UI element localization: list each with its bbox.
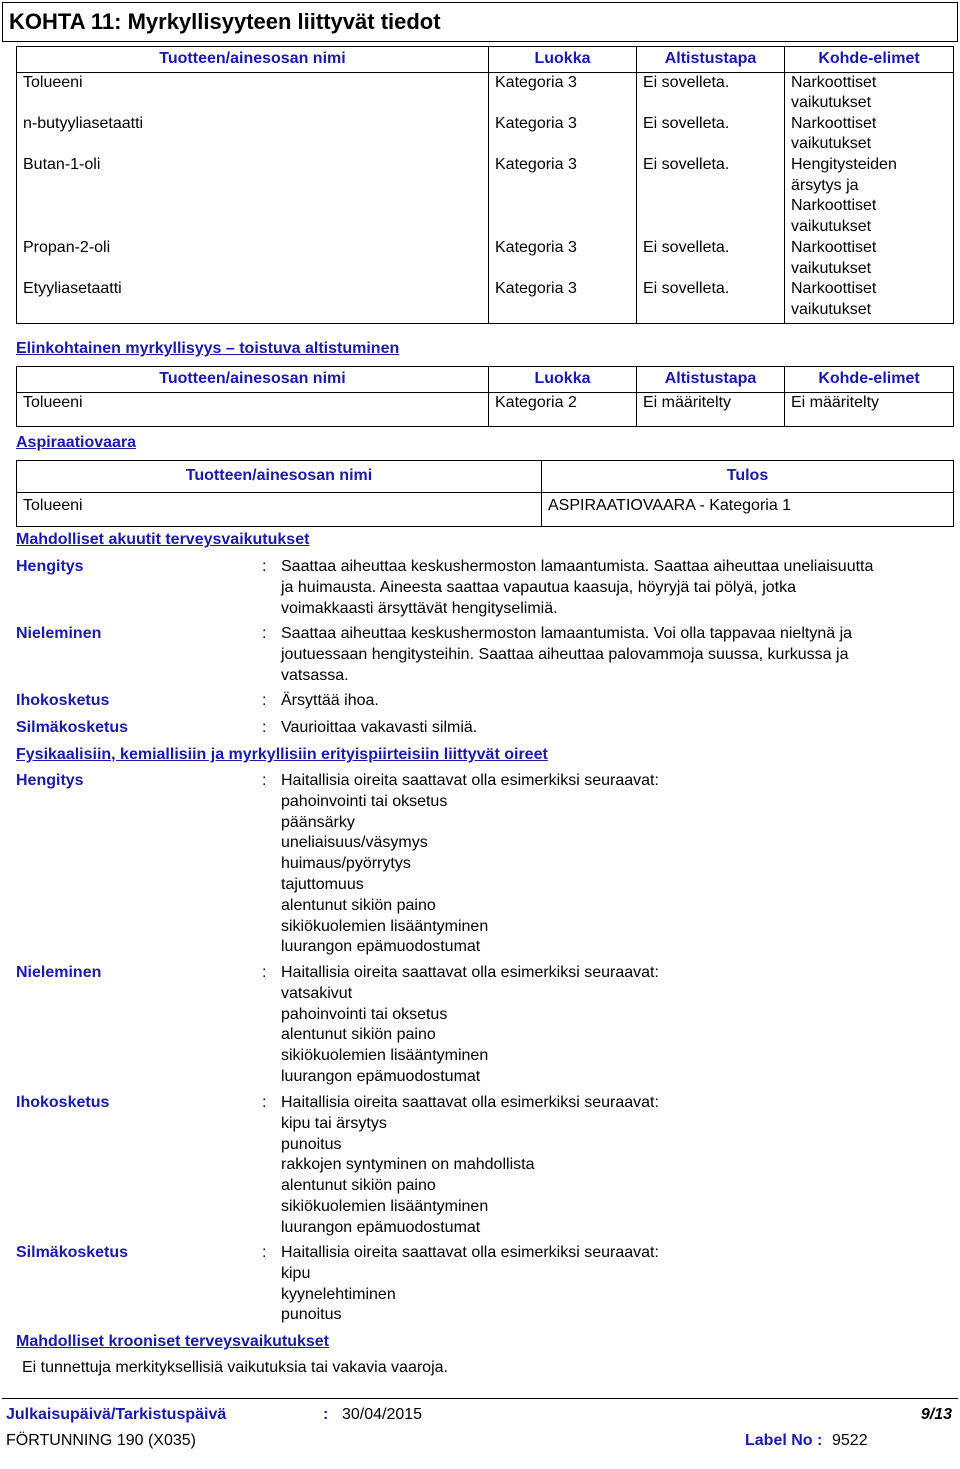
acute-effects-heading: Mahdolliset akuutit terveysvaikutukset xyxy=(16,531,310,548)
cell-name: Tolueeni xyxy=(17,392,489,426)
table-row xyxy=(17,114,954,155)
acute-inhalation-text: Saattaa aiheuttaa keskushermoston lamaantumista. Saattaa aiheuttaa uneliaisuutta ja huimausta. Aineesta saattaa vapautua kaasuja, höyryjä tai pölyä, jotka voimakkaasti ärsyttävät hengityselimiä. xyxy=(281,558,874,617)
repeated-exposure-heading: Elinkohtainen myrkyllisyys – toistuva altistuminen xyxy=(16,340,400,357)
cell-route: Ei sovelleta. xyxy=(637,72,785,114)
cell-organs: Narkoottiset vaikutukset xyxy=(785,238,954,279)
header-target-organs: Kohde-elimet xyxy=(785,367,954,393)
cell-organs: Ei määritelty xyxy=(785,392,954,426)
colon: : xyxy=(262,1244,267,1261)
cell-result: ASPIRAATIOVAARA - Kategoria 1 xyxy=(542,492,954,526)
header-target-organs: Kohde-elimet xyxy=(785,47,954,73)
cell-category: Kategoria 3 xyxy=(489,114,637,155)
product-name: FÖRTUNNING 190 (X035) xyxy=(6,1432,196,1449)
header-product-name: Tuotteen/ainesosan nimi xyxy=(17,461,542,493)
table-row xyxy=(17,279,954,323)
symptoms-eye-label: Silmäkosketus xyxy=(16,1244,129,1261)
table-row xyxy=(17,72,954,114)
footer-date-label: Julkaisupäivä/Tarkistuspäivä xyxy=(6,1406,227,1423)
cell-route: Ei sovelleta. xyxy=(637,279,785,323)
cell-route: Ei sovelleta. xyxy=(637,238,785,279)
colon: : xyxy=(262,692,267,709)
footer-date-value: 30/04/2015 xyxy=(342,1406,423,1423)
symptoms-heading: Fysikaalisiin, kemiallisiin ja myrkyllisiin erityispiirteisiin liittyvät oireet xyxy=(16,746,548,763)
footer-divider xyxy=(2,1398,958,1399)
aspiration-heading: Aspiraatiovaara xyxy=(16,434,137,451)
single-exposure-table xyxy=(16,46,954,324)
label-no-label: Label No : xyxy=(745,1432,823,1449)
symptoms-inhalation-list: Haitallisia oireita saattavat olla esimerkiksi seuraavat: pahoinvointi tai oksetus päänsärky uneliaisuus/väsymys huimaus/pyörrytys tajuttomuus alentunut sikiön paino sikiökuolemien lisääntyminen luurangon epämuodostumat xyxy=(281,772,659,956)
table-row xyxy=(17,392,954,426)
symptoms-skin-label: Ihokosketus xyxy=(16,1094,110,1111)
section-title: KOHTA 11: Myrkyllisyyteen liittyvät tiedot xyxy=(2,2,958,42)
cell-category: Kategoria 3 xyxy=(489,72,637,114)
cell-organs: Hengitysteiden ärsytys ja Narkoottiset vaikutukset xyxy=(785,155,954,238)
page-number: 9/13 xyxy=(920,1406,952,1423)
header-product-name: Tuotteen/ainesosan nimi xyxy=(17,47,489,73)
cell-route: Ei sovelleta. xyxy=(637,114,785,155)
acute-eye-label: Silmäkosketus xyxy=(16,719,129,736)
cell-name: n-butyyliasetaatti xyxy=(17,114,489,155)
cell-name: Etyyliasetaatti xyxy=(17,279,489,323)
label-no-value: 9522 xyxy=(832,1432,868,1449)
cell-name: Propan-2-oli xyxy=(17,238,489,279)
header-category: Luokka xyxy=(489,47,637,73)
header-result: Tulos xyxy=(542,461,954,493)
cell-name: Tolueeni xyxy=(17,72,489,114)
symptoms-ingestion-list: Haitallisia oireita saattavat olla esimerkiksi seuraavat: vatsakivut pahoinvointi tai oksetus alentunut sikiön paino sikiökuolemien lisääntyminen luurangon epämuodostumat xyxy=(281,964,659,1085)
acute-skin-text: Ärsyttää ihoa. xyxy=(281,692,379,709)
chronic-effects-heading: Mahdolliset krooniset terveysvaikutukset xyxy=(16,1333,329,1350)
colon: : xyxy=(262,558,267,575)
cell-category: Kategoria 3 xyxy=(489,279,637,323)
header-product-name: Tuotteen/ainesosan nimi xyxy=(17,367,489,393)
chronic-effects-text: Ei tunnettuja merkityksellisiä vaikutuksia tai vakavia vaaroja. xyxy=(22,1359,448,1376)
symptoms-ingestion-label: Nieleminen xyxy=(16,964,102,981)
symptoms-inhalation-label: Hengitys xyxy=(16,772,84,789)
cell-category: Kategoria 3 xyxy=(489,238,637,279)
cell-route: Ei sovelleta. xyxy=(637,155,785,238)
acute-skin-label: Ihokosketus xyxy=(16,692,110,709)
aspiration-table xyxy=(16,460,954,527)
footer-colon: : xyxy=(323,1406,329,1423)
cell-name: Butan-1-oli xyxy=(17,155,489,238)
acute-ingestion-label: Nieleminen xyxy=(16,625,102,642)
repeated-exposure-table xyxy=(16,366,954,427)
colon: : xyxy=(262,964,267,981)
table-row xyxy=(17,238,954,279)
colon: : xyxy=(262,772,267,789)
cell-route: Ei määritelty xyxy=(637,392,785,426)
colon: : xyxy=(262,1094,267,1111)
colon: : xyxy=(262,625,267,642)
cell-category: Kategoria 2 xyxy=(489,392,637,426)
acute-eye-text: Vaurioittaa vakavasti silmiä. xyxy=(281,719,478,736)
table-row xyxy=(17,155,954,238)
header-category: Luokka xyxy=(489,367,637,393)
table-row xyxy=(17,492,954,526)
cell-organs: Narkoottiset vaikutukset xyxy=(785,114,954,155)
header-route: Altistustapa xyxy=(637,367,785,393)
acute-inhalation-label: Hengitys xyxy=(16,558,84,575)
cell-organs: Narkoottiset vaikutukset xyxy=(785,279,954,323)
header-route: Altistustapa xyxy=(637,47,785,73)
symptoms-eye-list: Haitallisia oireita saattavat olla esimerkiksi seuraavat: kipu kyynelehtiminen punoitus xyxy=(281,1244,659,1324)
acute-ingestion-text: Saattaa aiheuttaa keskushermoston lamaantumista. Voi olla tappavaa nieltynä ja joutuessaan hengitysteihin. Saattaa aiheuttaa palovammoja suussa, kurkussa ja vatsassa. xyxy=(281,625,853,684)
cell-name: Tolueeni xyxy=(17,492,542,526)
cell-category: Kategoria 3 xyxy=(489,155,637,238)
cell-organs: Narkoottiset vaikutukset xyxy=(785,72,954,114)
colon: : xyxy=(262,719,267,736)
symptoms-skin-list: Haitallisia oireita saattavat olla esimerkiksi seuraavat: kipu tai ärsytys punoitus rakkojen syntyminen on mahdollista alentunut sikiön paino sikiökuolemien lisääntyminen luurangon epämuodostumat xyxy=(281,1094,659,1236)
